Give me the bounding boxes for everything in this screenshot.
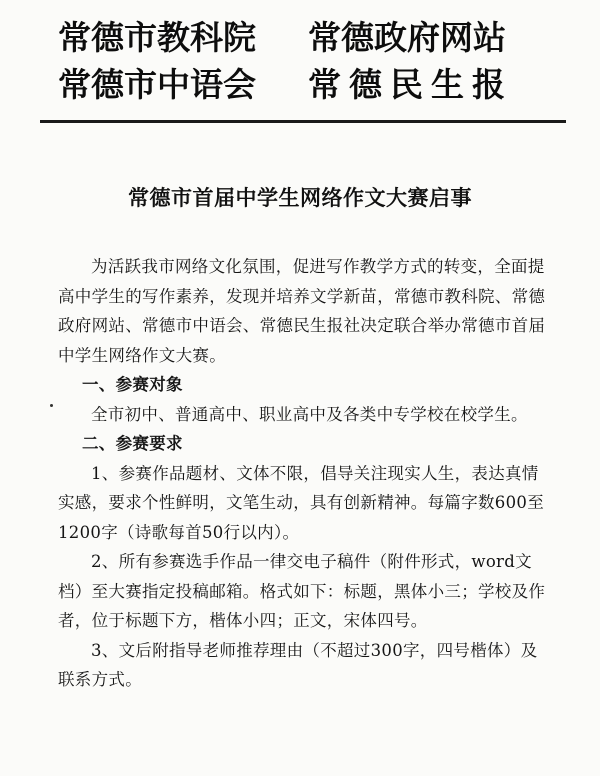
notice-title: 常德市首届中学生网络作文大赛启事 [128,186,472,210]
masthead-row-1 [58,14,558,61]
section-1-text: 全市初中、普通高中、职业高中及各类中专学校在校学生。 [91,404,528,424]
section-2-heading: 二、参赛要求 [82,434,183,453]
scan-speck [50,404,53,407]
masthead-organizers [58,14,558,108]
organizer-government-website: 常德政府网站 [308,18,506,57]
intro-paragraph: 为活跃我市网络文化氛围，促进写作教学方式的转变，全面提高中学生的写作素养，发现并培养文学新苗，常德市教科院、常德政府网站、常德市中语会、常德民生报社决定联合举办常德市首届中学生网络作文大赛。 [58,257,546,365]
organizer-minsheng-newspaper: 常德民生报 [308,65,513,104]
section-1-heading: 一、参赛对象 [82,375,183,394]
notice-body [58,252,554,695]
organizer-chinese-association: 常德市中语会 [58,65,256,104]
section-2-item-2: 2、所有参赛选手作品一律交电子稿件（附件形式，word文档）至大赛指定投稿邮箱。格式如下：标题，黑体小三；学校及作者，位于标题下方，楷体小四；正文，宋体四号。 [58,552,546,630]
organizer-education-institute: 常德市教科院 [58,18,256,57]
masthead-row-2 [58,61,558,108]
section-2-item-1: 1、参赛作品题材、文体不限，倡导关注现实人生，表达真情实感，要求个性鲜明，文笔生动，具有创新精神。每篇字数600至1200字（诗歌每首50行以内）。 [58,463,544,542]
header-divider [40,120,566,123]
section-2-item-3: 3、文后附指导老师推荐理由（不超过300字，四号楷体）及联系方式。 [58,640,538,689]
